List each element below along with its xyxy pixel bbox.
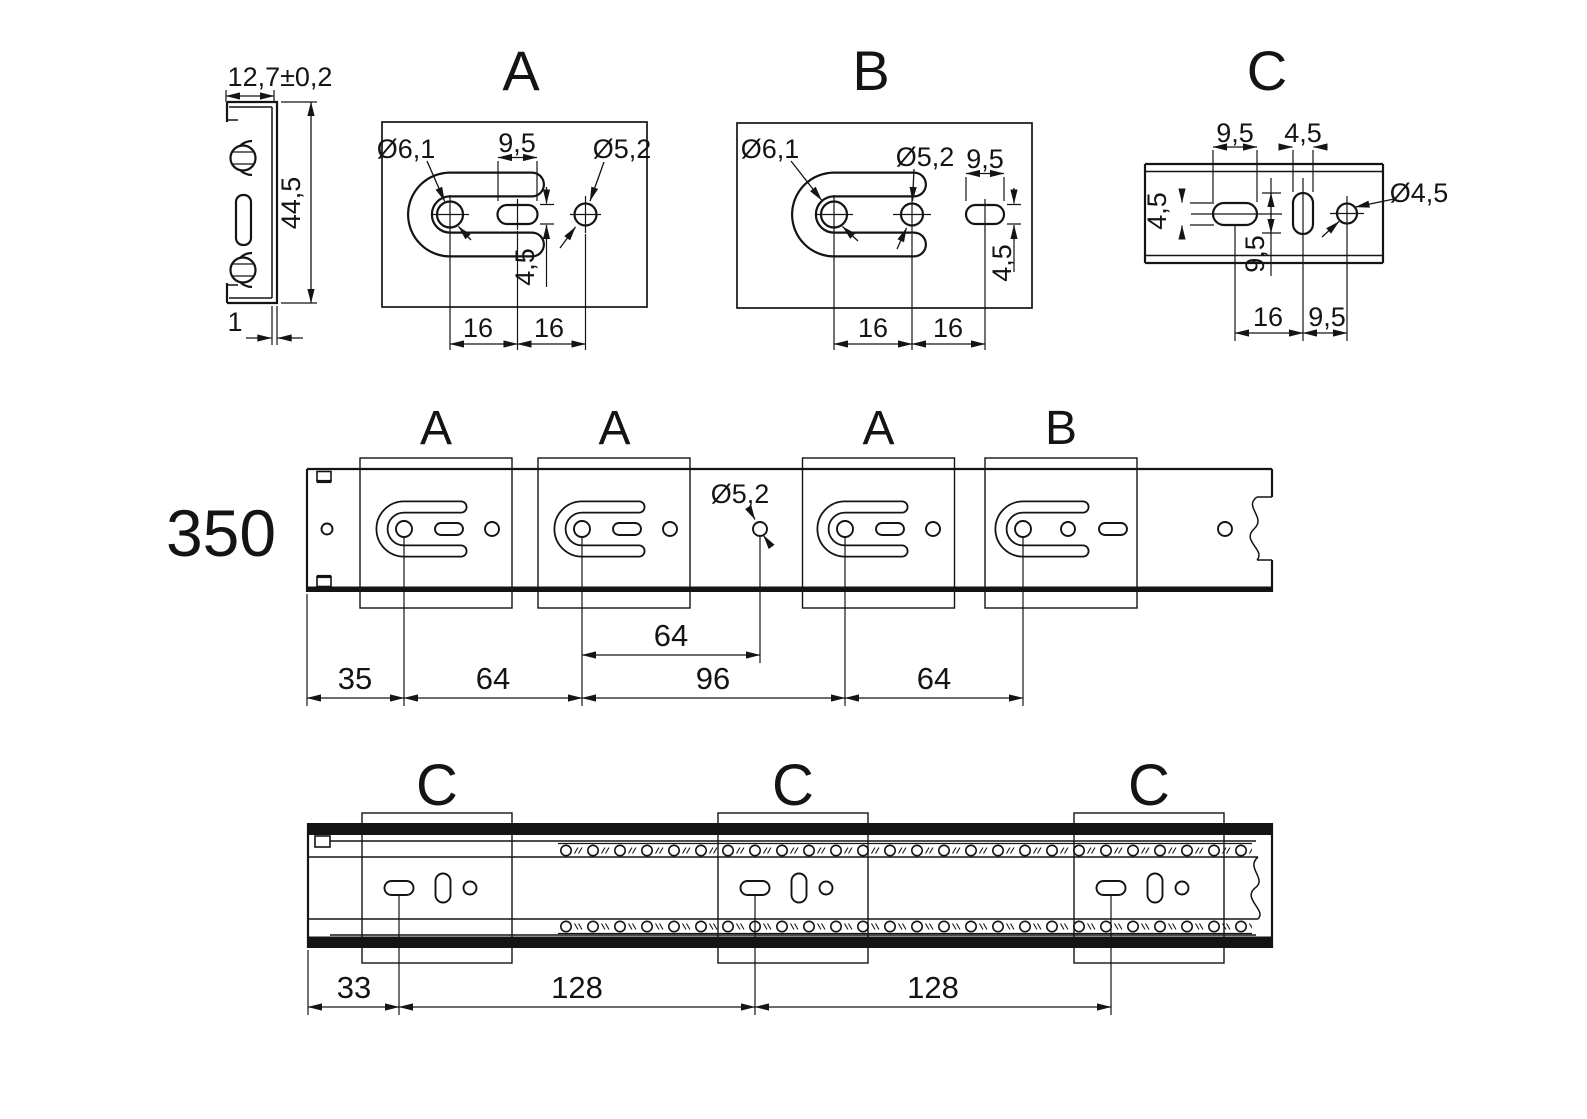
rail-dim-64b: 64 (916, 661, 952, 696)
cross-section-width-dim (226, 62, 332, 102)
assembly-dim-128b: 128 (907, 970, 959, 1005)
hole-pattern-a-2 (560, 507, 677, 551)
detail-a-pitch-right: 16 (533, 313, 565, 343)
inner-rail-body (307, 469, 1272, 592)
inner-rail-view (166, 402, 1272, 706)
detail-c-hole-dia: Ø4,5 (1389, 178, 1449, 208)
ball-retainer-top (558, 844, 1252, 857)
section-label-c1: C (416, 753, 458, 818)
cross-section-view (226, 62, 332, 345)
detail-a-view (377, 39, 652, 350)
section-label-a2: A (598, 402, 631, 455)
section-label-a1: A (419, 402, 453, 455)
rail-mid-hole-dia: Ø5,2 (710, 479, 770, 509)
hole-pattern-c-2 (741, 874, 833, 903)
detail-a-pitch-left: 16 (462, 313, 494, 343)
cross-section-thickness-dim (227, 306, 303, 345)
hole-pattern-a-3 (823, 507, 940, 551)
detail-b-pitch-left: 16 (857, 313, 889, 343)
rail-mid-hole (753, 522, 767, 536)
rail-length-label: 350 (165, 496, 277, 570)
assembly-view (308, 753, 1272, 1015)
cross-section-height-dim (276, 102, 317, 303)
detail-b-front-hole-dia: Ø6,1 (740, 134, 800, 164)
detail-c-slot1-height: 4,5 (1142, 192, 1172, 230)
hole-pattern-a-1 (382, 507, 499, 551)
detail-b-view (737, 39, 1032, 350)
detail-b-rear-hole-dia: Ø5,2 (895, 142, 955, 172)
rail-end-hole (322, 524, 333, 535)
ball-retainer-bottom (558, 920, 1252, 933)
assembly-left-step (315, 836, 330, 847)
rail-dim-35: 35 (337, 661, 373, 696)
assembly-dimensions (308, 895, 1111, 1015)
detail-a-label: A (502, 39, 540, 102)
detail-a-slot-width: 9,5 (498, 128, 536, 158)
section-label-c3: C (1128, 753, 1170, 818)
assembly-dim-128a: 128 (551, 970, 603, 1005)
inner-rail-web (236, 195, 251, 245)
lower-ball-bearing (231, 258, 256, 283)
detail-a-slot-height: 4,5 (510, 248, 540, 286)
section-label-c2: C (772, 753, 814, 818)
detail-c-slot1-width: 9,5 (1216, 118, 1254, 148)
rail-dimensions (307, 536, 1023, 706)
detail-c-view (1142, 39, 1448, 341)
detail-c-slot2-height: 9,5 (1240, 235, 1270, 273)
rail-dim-64a: 64 (475, 661, 511, 696)
detail-b-pitch-right: 16 (932, 313, 964, 343)
assembly-body (308, 823, 1272, 948)
rail-right-hole (1218, 522, 1232, 536)
detail-c-pitch-left: 16 (1252, 302, 1284, 332)
detail-c-label: C (1246, 39, 1288, 102)
rail-dim-96: 96 (695, 661, 731, 696)
break-line (1251, 857, 1260, 919)
detail-a-front-hole-dia: Ø6,1 (376, 134, 436, 164)
assembly-dim-33: 33 (336, 970, 372, 1005)
width-dim-text: 12,7±0,2 (227, 62, 333, 92)
rail-upper-pitch: 64 (653, 618, 689, 653)
thickness-dim-text: 1 (227, 307, 243, 337)
detail-a-rear-hole-dia: Ø5,2 (592, 134, 652, 164)
height-dim-text: 44,5 (276, 176, 306, 230)
detail-b-label: B (852, 39, 890, 102)
cross-section-profile (227, 102, 277, 303)
section-label-a3: A (862, 402, 895, 455)
detail-b-slot-height: 4,5 (987, 244, 1017, 282)
detail-c-slot2-width: 4,5 (1284, 118, 1322, 148)
hole-pattern-c-3 (1097, 874, 1189, 903)
break-line (1250, 497, 1259, 560)
detail-c-pitch-right: 9,5 (1308, 302, 1346, 332)
detail-b-slot-width: 9,5 (966, 144, 1004, 174)
upper-ball-bearing (231, 146, 256, 171)
section-label-b: B (1044, 402, 1078, 455)
hole-pattern-c-1 (385, 874, 477, 903)
hole-pattern-b (1001, 507, 1127, 551)
